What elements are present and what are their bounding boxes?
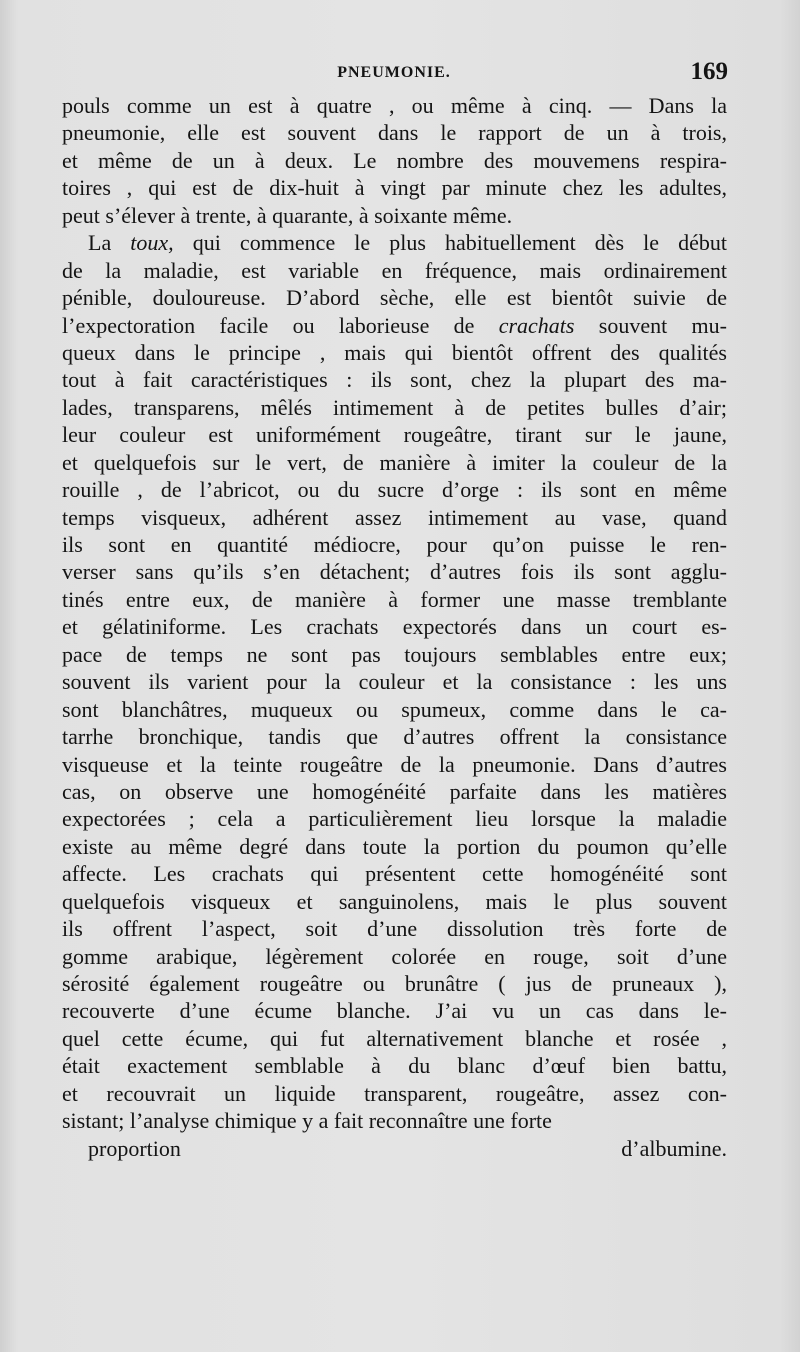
text-line: verser sans qu’ils s’en détachent; d’autres fois ils sont agglu- xyxy=(62,559,727,585)
running-head xyxy=(60,58,728,90)
text-line: cas, on observe une homogénéité parfaite dans les matières xyxy=(62,778,727,804)
italic-term-toux: toux, xyxy=(130,230,174,256)
italic-term-crachats: crachats xyxy=(498,312,575,338)
text-line: pouls comme un est à quatre , ou même à cinq. — Dans la xyxy=(62,93,727,118)
running-title: PNEUMONIE. xyxy=(337,64,451,81)
text-span: l’expectoration facile ou laborieuse de xyxy=(62,312,499,338)
text-line: quelquefois visqueux et sanguinolens, mais le plus souvent xyxy=(62,888,727,914)
text-line: quel cette écume, qui fut alternativement blanche et rosée , xyxy=(62,1025,727,1051)
text-line: gomme arabique, légèrement colorée en rouge, soit d’une xyxy=(62,943,727,969)
text-line: et quelquefois sur le vert, de manière à imiter la couleur de la xyxy=(62,449,727,475)
text-line: sont blanchâtres, muqueux ou spumeux, comme dans le ca- xyxy=(62,696,727,722)
text-line: et gélatiniforme. Les crachats expectorés dans un court es- xyxy=(62,614,727,640)
text-line: tinés entre eux, de manière à former une masse tremblante xyxy=(62,586,727,612)
text-line: lades, transparens, mêlés intimement à de petites bulles d’air; xyxy=(62,394,727,420)
paragraph-start-line xyxy=(62,229,727,256)
text-line: sérosité également rougeâtre ou brunâtre ( jus de pruneaux ), xyxy=(62,971,727,996)
text-span: La xyxy=(88,230,131,256)
paragraph-start-line: proportion d’albumine. xyxy=(88,1135,727,1161)
text-line: ils offrent l’aspect, soit d’une dissolution très forte de xyxy=(62,916,727,942)
text-span: souvent mu- xyxy=(574,312,727,338)
text-line: visqueuse et la teinte rougeâtre de la pneumonie. Dans d’autres xyxy=(62,751,727,777)
page-number: 169 xyxy=(690,58,728,85)
text-line: temps visqueux, adhérent assez intimement au vase, quand xyxy=(62,504,727,530)
text-line: était exactement semblable à du blanc d’œuf bien battu, xyxy=(62,1053,727,1079)
text-line: peut s’élever à trente, à quarante, à soixante même. xyxy=(62,202,513,228)
text-line: tout à fait caractéristiques : ils sont, chez la plupart des ma- xyxy=(62,367,727,393)
text-body xyxy=(62,92,727,1162)
text-line: pneumonie, elle est souvent dans le rapport de un à trois, xyxy=(62,120,727,146)
text-line: et recouvrait un liquide transparent, rougeâtre, assez con- xyxy=(62,1080,727,1106)
text-line: tarrhe bronchique, tandis que d’autres offrent la consistance xyxy=(62,724,727,750)
text-line xyxy=(62,312,727,339)
text-line: rouille , de l’abricot, ou du sucre d’orge : ils sont en même xyxy=(62,477,727,503)
text-line: et même de un à deux. Le nombre des mouvemens respira- xyxy=(62,147,727,173)
text-line: affecte. Les crachats qui présentent cette homogénéité sont xyxy=(62,861,727,887)
text-line: sistant; l’analyse chimique y a fait reconnaître une forte xyxy=(62,1108,552,1134)
text-span: qui commence le plus habituellement dès le début xyxy=(173,230,728,256)
text-line: leur couleur est uniformément rougeâtre, tirant sur le jaune, xyxy=(62,422,727,448)
text-line: pace de temps ne sont pas toujours semblables entre eux; xyxy=(62,641,727,667)
text-line: expectorées ; cela a particulièrement lieu lorsque la maladie xyxy=(62,806,727,832)
text-line: de la maladie, est variable en fréquence, mais ordinairement xyxy=(62,257,727,283)
text-line: pénible, douloureuse. D’abord sèche, elle est bientôt suivie de xyxy=(62,285,727,311)
text-line: souvent ils varient pour la couleur et la consistance : les uns xyxy=(62,669,727,695)
text-line: queux dans le principe , mais qui bientôt offrent des qualités xyxy=(62,339,727,365)
text-line: existe au même degré dans toute la portion du poumon qu’elle xyxy=(62,833,727,859)
text-line: ils sont en quantité médiocre, pour qu’on puisse le ren- xyxy=(62,532,727,557)
text-line: recouverte d’une écume blanche. J’ai vu un cas dans le- xyxy=(62,998,727,1024)
text-line: toires , qui est de dix-huit à vingt par minute chez les adultes, xyxy=(62,175,727,201)
